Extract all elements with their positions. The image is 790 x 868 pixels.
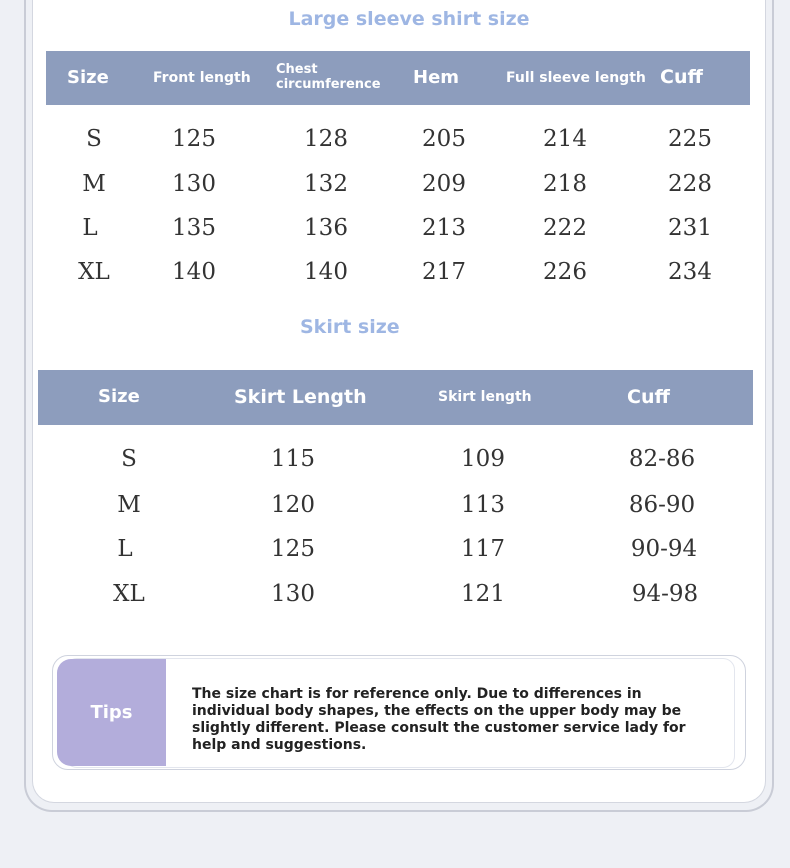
cell-sleeve: 222: [543, 215, 587, 241]
cell-size: M: [82, 171, 106, 197]
header-full-sleeve-length: Full sleeve length: [506, 69, 646, 86]
cell-cuff: 234: [668, 259, 712, 285]
cell-size: L: [117, 536, 133, 562]
header-cuff: Cuff: [627, 385, 670, 408]
cell-size: S: [86, 126, 102, 152]
cell-front-length: 125: [172, 126, 216, 152]
tips-text: The size chart is for reference only. Due to differences in individual body shapes, the effects on the upper body may be slightly different. Please consult the customer service lady for help and suggestions.: [192, 686, 686, 753]
cell-size: S: [121, 446, 137, 472]
cell-skirt-length: 115: [271, 446, 315, 472]
cell-skirt-length-2: 121: [461, 581, 505, 607]
cell-hem: 205: [422, 126, 466, 152]
cell-cuff: 90-94: [630, 536, 698, 562]
cell-skirt-length-2: 109: [461, 446, 505, 472]
cell-skirt-length: 130: [271, 581, 315, 607]
cell-chest: 128: [304, 126, 348, 152]
cell-hem: 213: [422, 215, 466, 241]
shirt-table-header: [46, 51, 750, 105]
cell-skirt-length-2: 113: [461, 492, 505, 518]
cell-front-length: 135: [172, 215, 216, 241]
cell-cuff: 94-98: [631, 581, 699, 607]
header-skirt-length: Skirt Length: [234, 385, 367, 408]
header-size: Size: [67, 66, 109, 88]
cell-skirt-length: 125: [271, 536, 315, 562]
cell-front-length: 130: [172, 171, 216, 197]
cell-chest: 132: [304, 171, 348, 197]
header-skirt-length-2: Skirt length: [438, 389, 532, 406]
cell-skirt-length: 120: [271, 492, 315, 518]
cell-chest: 136: [304, 215, 348, 241]
cell-cuff: 82-86: [628, 446, 696, 472]
header-chest-circumference: Chest circumference: [276, 62, 381, 92]
cell-size: M: [117, 492, 141, 518]
cell-front-length: 140: [172, 259, 216, 285]
cell-size: XL: [113, 581, 145, 607]
tips-label: Tips: [57, 659, 166, 766]
cell-size: L: [82, 215, 98, 241]
cell-cuff: 86-90: [628, 492, 696, 518]
header-hem: Hem: [413, 66, 460, 88]
cell-hem: 209: [422, 171, 466, 197]
cell-chest: 140: [304, 259, 348, 285]
cell-skirt-length-2: 117: [461, 536, 505, 562]
cell-hem: 217: [422, 259, 466, 285]
cell-sleeve: 214: [543, 126, 587, 152]
cell-sleeve: 218: [543, 171, 587, 197]
cell-cuff: 231: [668, 215, 712, 241]
cell-sleeve: 226: [543, 259, 587, 285]
skirt-table-header: [38, 370, 753, 425]
cell-cuff: 228: [668, 171, 712, 197]
skirt-size-title: Skirt size: [300, 316, 400, 338]
header-size: Size: [98, 386, 140, 408]
cell-cuff: 225: [668, 126, 712, 152]
header-cuff: Cuff: [660, 66, 703, 89]
shirt-size-title: Large sleeve shirt size: [288, 8, 530, 30]
cell-size: XL: [78, 259, 110, 285]
header-front-length: Front length: [153, 69, 251, 86]
